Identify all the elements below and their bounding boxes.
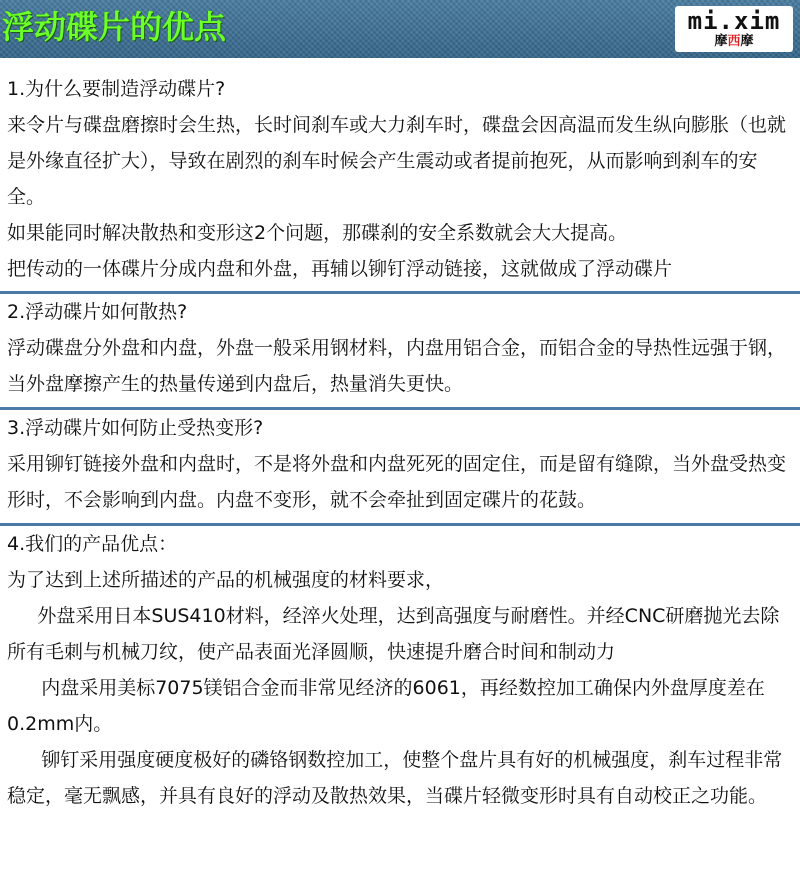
section-paragraph: 把传动的一体碟片分成内盘和外盘，再辅以铆钉浮动链接，这就做成了浮动碟片 xyxy=(7,258,673,280)
logo-sub-right: 摩 xyxy=(740,34,754,49)
section-product-advantages xyxy=(0,526,800,814)
header-banner xyxy=(0,0,800,58)
section-heat-dissipation xyxy=(0,294,800,402)
article-content xyxy=(0,58,800,814)
section-question: 3.浮动碟片如何防止受热变形? xyxy=(7,417,264,439)
logo-subtitle xyxy=(675,34,793,50)
section-deformation xyxy=(0,410,800,518)
logo-text: mi.xim xyxy=(687,7,781,35)
section-question: 2.浮动碟片如何散热? xyxy=(7,301,188,323)
logo-sub-mid: 西 xyxy=(727,34,741,49)
page-title: 浮动碟片的优点 xyxy=(2,8,227,46)
section-paragraph: 内盘采用美标7075镁铝合金而非常见经济的6061，再经数控加工确保内外盘厚度差在0.2mm内。 xyxy=(7,677,765,735)
section-paragraph: 来令片与碟盘磨擦时会生热，长时间刹车或大力刹车时，碟盘会因高温而发生纵向膨胀（也就是外缘直径扩大），导致在剧烈的刹车时候会产生震动或者提前抱死，从而影响到刹车的安全。 xyxy=(7,114,787,208)
logo-sub-left: 摩 xyxy=(714,34,728,49)
section-paragraph: 采用铆钉链接外盘和内盘时，不是将外盘和内盘死死的固定住，而是留有缝隙，当外盘受热变形时，不会影响到内盘。内盘不变形，就不会牵扯到固定碟片的花鼓。 xyxy=(7,453,787,511)
section-question: 1.为什么要制造浮动碟片? xyxy=(7,78,226,100)
section-paragraph: 铆钉采用强度硬度极好的磷铬钢数控加工，使整个盘片具有好的机械强度，刹车过程非常稳定，毫无飘感，并具有良好的浮动及散热效果，当碟片轻微变形时具有自动校正之功能。 xyxy=(7,749,783,807)
section-paragraph: 如果能同时解决散热和变形这2个问题，那碟刹的安全系数就会大大提高。 xyxy=(7,222,628,244)
brand-logo xyxy=(675,6,793,52)
section-question: 4.我们的产品优点： xyxy=(7,533,178,555)
section-paragraph: 浮动碟盘分外盘和内盘，外盘一般采用钢材料，内盘用铝合金，而铝合金的导热性远强于钢，当外盘摩擦产生的热量传递到内盘后，热量消失更快。 xyxy=(7,337,787,395)
section-paragraph: 外盘采用日本SUS410材料，经淬火处理，达到高强度与耐磨性。并经CNC研磨抛光去除所有毛刺与机械刀纹，使产品表面光泽圆顺，快速提升磨合时间和制动力 xyxy=(7,605,780,663)
section-paragraph: 为了达到上述所描述的产品的机械强度的材料要求， xyxy=(7,569,445,591)
section-why-floating xyxy=(0,71,800,287)
